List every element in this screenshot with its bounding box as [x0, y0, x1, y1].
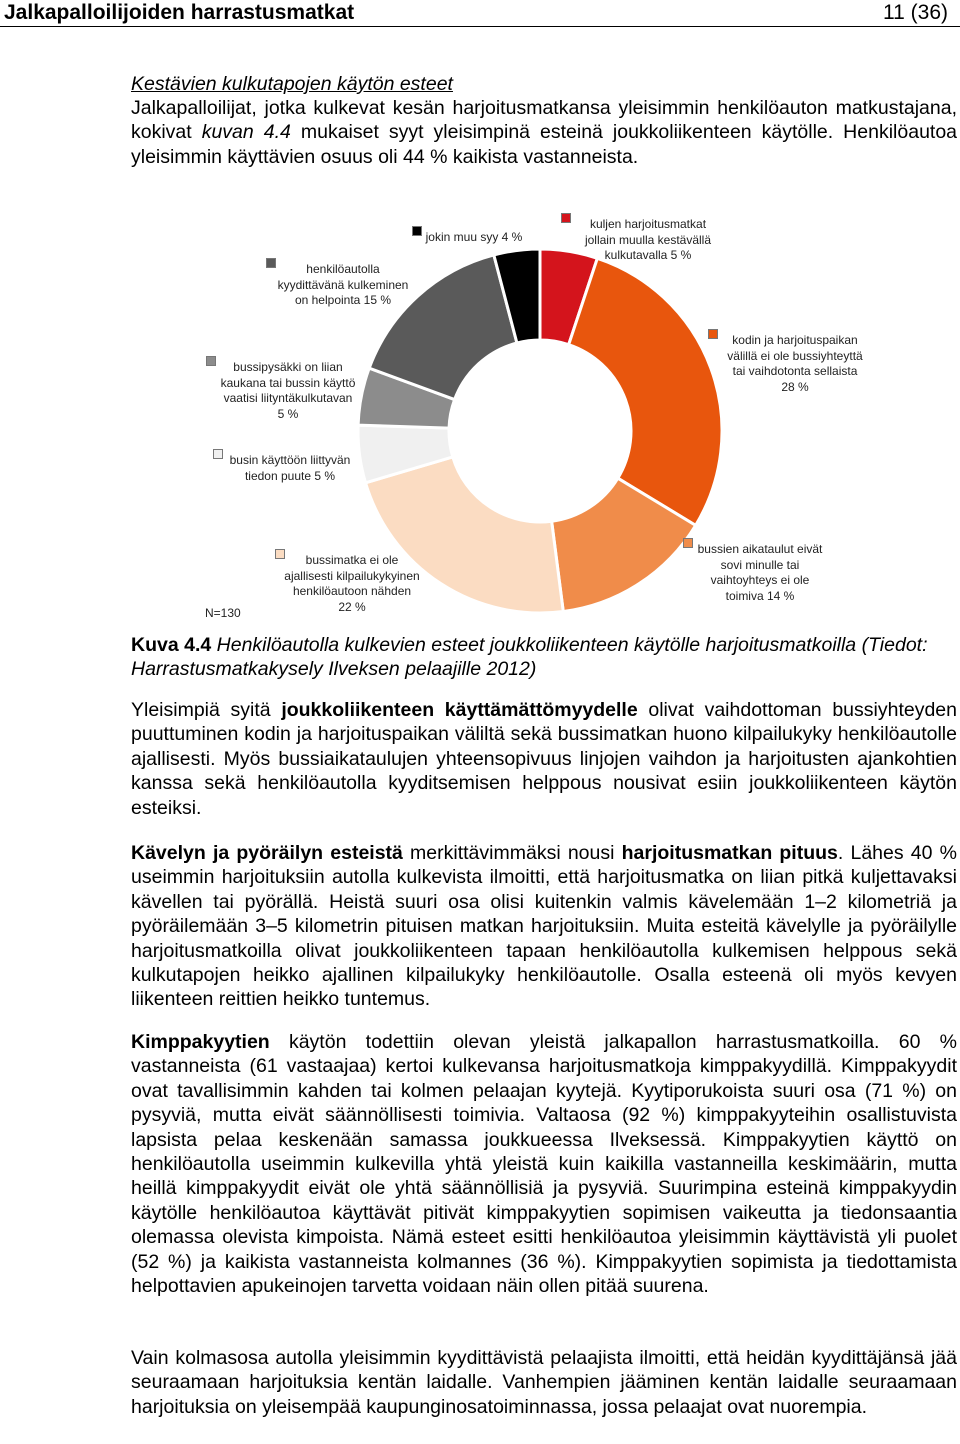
intro-text-2: mukaiset syyt yleisimpinä esteinä joukkoliikenteen käytölle. Henkilöautoa yleisimmin käyttävien osuus oli 44 % kaikista vastanneista.: [131, 121, 958, 168]
legend-marker-icon: [561, 213, 571, 223]
text: . Lähes 40 % useimmin harjoituksiin autolla kulkevista ilmoitti, että harjoitusmatka on liian pitkä kuljettavaksi kävellen tai pyörällä. Heistä suuri osa olisi kuitenkin valmis kävelemään 1–2 kilometriä ja pyöräilemään 3–5 kilometrin pituisen matkan harjoituksiin. Muita esteitä kävelylle ja pyöräilylle harjoitusmatkoilla olivat joukkoliikenteen tapaan henkilöautolla kulkemisen helppous sekä kulkutapojen heikko ajallinen kilpailukyky henkilöautolle. Osalla esteenä oli myös kevyen liikenteen reittien heikko tuntemus.: [131, 842, 957, 1011]
slice-label-line: on helpointa 15 %: [294, 293, 392, 307]
legend-marker-icon: [206, 356, 216, 366]
slice-label-line: 22 %: [338, 599, 366, 614]
text: Yleisimpiä syitä: [131, 699, 282, 721]
slice-label-1: [710, 333, 880, 395]
caption-text: Henkilöautolla kulkevien esteet joukkoliikenteen käytölle harjoitusmatkoilla (Tiedot: Harrastusmatkakysely Ilveksen pelaajille 2012): [131, 634, 928, 681]
figure-reference: kuvan 4.4: [201, 121, 291, 144]
paragraph-carpooling: [131, 1030, 957, 1298]
slice-label-line: henkilöautoon nähden: [292, 584, 412, 598]
slice-label-0: [563, 217, 733, 264]
sample-size-note: N=130: [205, 606, 241, 620]
slice-label-line: henkilöautolla: [306, 262, 380, 276]
slice-label-line: kaukana tai bussin käyttö: [220, 375, 356, 390]
slice-label-line: tai vaihdotonta sellaista: [732, 364, 858, 378]
slice-label-line: sovi minulle tai: [720, 557, 800, 572]
legend-marker-icon: [683, 538, 693, 548]
text: olivat vaihdottoman bussiyhteyden puuttuminen kodin ja harjoituspaikan väliltä sekä bussimatkan huono kilpailukyky henkilöautolle ajallisesti. Myös bussiaikataulujen yhteensopivuus linjojen vaihdon ja harjoitusten ajankohtien kanssa sekä henkilöautolla kyyditsemisen helppous nousivat esiin joukkoliikenteen käytön esteiksi.: [131, 699, 957, 819]
bold-text: Kimppakyytien: [131, 1031, 270, 1053]
slice-label-line: bussimatka ei ole: [305, 553, 399, 567]
slice-label-line: busin käyttöön liittyvän: [229, 453, 351, 467]
slice-label-2: [685, 542, 835, 604]
slice-label-line: 5 %: [277, 406, 299, 421]
slice-label-line: bussipysäkki on liian: [233, 360, 343, 374]
legend-marker-icon: [266, 258, 276, 268]
figure-caption: [131, 633, 957, 682]
slice-label-line: kulkutavalla 5 %: [604, 248, 692, 262]
slice-label-line: kuljen harjoitusmatkat: [589, 217, 707, 231]
intro-paragraph: [131, 96, 957, 169]
donut-chart: [0, 200, 960, 630]
donut-slice-1: [569, 258, 722, 525]
slice-label-line: vaatisi liityntäkulkutavan: [223, 391, 353, 405]
text: käytön todettiin olevan yleistä jalkapallon harrastusmatkoilla. 60 % vastanneista (61 vastaajaa) kertoi kulkevansa harjoitusmatkoja kimppakyydillä. Kimppakyydit ovat tavallisimmin kahden tai kolmen pelaajan kyytejä. Kyytiporukoista suuri osa (71 %) on pysyviä, mutta eivät säännöllisesti toimivia. Valtaosa (92 %) kimppakyyteihin osallistuvista lapsista pelaa keskenään samassa joukkueessa Ilveksessä. Kimppakyytien käyttö on henkilöautolla useimmin kulkevilla yhtä yleistä kuin kaikilla vastanneilla keskimäärin, mutta heillä kimppakyydit eivät ole yhtä säännöllisiä ja pysyviä. Suurimpina esteinä kimppakyydin käytölle henkilöautoa käyttävät pitivät kimppakyytien sopimisen vaikeutta ja tiedonsaantia olemassa olevista kimpoista. Nämä esteet esitti henkilöautoa yleisimmin käyttävistä yli puolet (52 %) ja kaikista vastanneista kolmannes (36 %). Kimppakyytien sopimista ja tiedottamista helpottavien apukeinojen tarvetta voidaan näin ollen pitää suurena.: [131, 1031, 957, 1298]
text: merkittävimmäksi nousi: [402, 842, 622, 864]
slice-label-line: toimiva 14 %: [725, 588, 795, 603]
slice-label-line: vaihtoyhteys ei ole: [710, 573, 810, 587]
section-heading: Kestävien kulkutapojen käytön esteet: [131, 73, 453, 95]
paragraph-parents: [131, 1346, 957, 1419]
slice-label-line: 28 %: [781, 379, 809, 394]
legend-marker-icon: [275, 549, 285, 559]
slice-label-line: välillä ei ole bussiyhteyttä: [727, 348, 863, 363]
paragraph-public-transport: [131, 698, 957, 820]
legend-marker-icon: [213, 449, 223, 459]
paragraph-walking-cycling: [131, 841, 957, 1012]
legend-marker-icon: [412, 226, 422, 236]
bold-text: joukkoliikenteen käyttämättömyydelle: [281, 699, 638, 721]
text: Vain kolmasosa autolla yleisimmin kyydittävistä pelaajista ilmoitti, että heidän kyydittäjänsä jää seuraamaan harjoituksia kentän laidalle. Vanhempien jääminen kentän laidalle seuraamaan harjoituksia on yleisempää kaupunginosatoiminnassa, jossa pelaajat ovat nuorempia.: [131, 1347, 957, 1418]
slice-label-line: bussien aikataulut eivät: [697, 542, 823, 556]
slice-label-line: jollain muulla kestävällä: [584, 232, 712, 247]
page-header: [0, 0, 960, 27]
slice-label-line: kodin ja harjoituspaikan: [732, 333, 858, 347]
caption-label: Kuva 4.4: [131, 634, 212, 656]
legend-marker-icon: [708, 329, 718, 339]
slice-label-4: [215, 453, 365, 484]
slice-label-7: [414, 230, 534, 246]
slice-label-line: kyydittävänä kulkeminen: [277, 277, 409, 292]
slice-label-6: [268, 262, 418, 309]
bold-text: harjoitusmatkan pituus: [621, 842, 838, 864]
slice-label-3: [277, 553, 427, 615]
slice-label-line: ajallisesti kilpailukykyinen: [284, 568, 420, 583]
intro-text-1: Jalkapalloilijat, jotka kulkevat kesän harjoitusmatkansa yleisimmin henkilöauton matkustajana, kokivat: [131, 97, 957, 144]
document-title: Jalkapalloilijoiden harrastusmatkat: [4, 1, 355, 24]
page-number: 11 (36): [883, 1, 948, 24]
slice-label-line: jokin muu syy 4 %: [425, 230, 523, 244]
slice-label-line: tiedon puute 5 %: [244, 468, 336, 483]
bold-text: Kävelyn ja pyöräilyn esteistä: [131, 842, 403, 864]
slice-label-5: [208, 360, 368, 422]
